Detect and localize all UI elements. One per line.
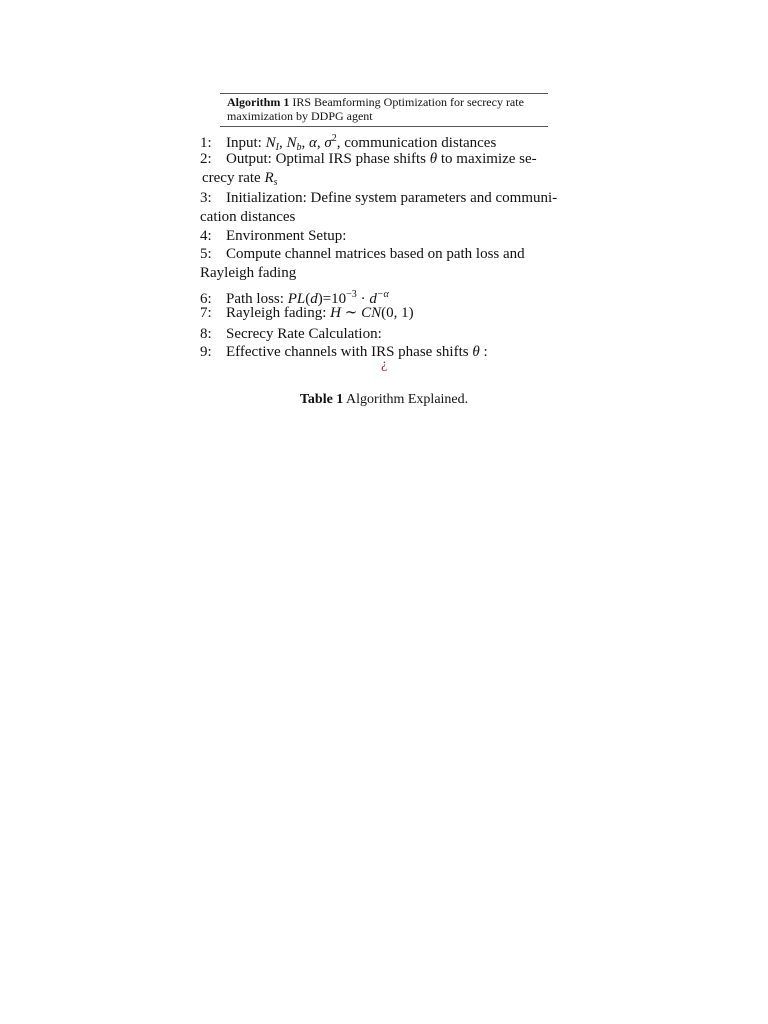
step-5 (200, 245, 580, 283)
subscript: s (273, 177, 278, 188)
step-9 (200, 343, 580, 362)
step-number: 5: (200, 246, 212, 262)
step-text: to maximize se- (440, 151, 537, 167)
step-number: 7: (200, 305, 212, 321)
step-number: 4: (200, 228, 212, 244)
symbol-d: d (369, 291, 377, 307)
stray-glyph: ¿ (381, 357, 388, 372)
step-text: Output: Optimal IRS phase shifts (226, 151, 426, 167)
subscript: I (275, 142, 279, 153)
step-number: 1: (200, 135, 212, 151)
algorithm-title-line2: maximization by DDPG agent (227, 109, 373, 123)
symbol-pl: PL (287, 291, 306, 307)
step-label: Path loss: (226, 291, 284, 307)
step-3 (200, 189, 580, 227)
step-label: Input: (226, 135, 262, 151)
step-text: Secrecy Rate Calculation: (226, 326, 382, 342)
step-text: crecy rate (202, 170, 261, 186)
step-text: Rayleigh fading (200, 265, 297, 281)
algorithm-label: Algorithm 1 (227, 95, 290, 109)
symbol-d: d (310, 291, 318, 307)
step-8 (200, 325, 580, 344)
superscript: −α (376, 289, 389, 300)
symbol-h: H (330, 305, 341, 321)
step-6: 6: Path loss: $PL(d)=10^{-3} \cdot d^{-\alpha}$ (200, 289, 389, 307)
operator: · (360, 291, 366, 307)
step-4 (200, 227, 580, 246)
table-caption (0, 392, 768, 408)
algorithm-title-line1: IRS Beamforming Optimization for secrecy rate (292, 95, 524, 109)
symbol-r: R (264, 170, 274, 186)
number: 10 (331, 291, 347, 307)
symbol-theta: θ (429, 151, 438, 167)
step-number: 6: (200, 291, 212, 307)
step-number: 9: (200, 344, 212, 360)
symbol-cn: CN (361, 305, 382, 321)
step-7 (200, 304, 580, 323)
symbol-theta: θ (472, 344, 480, 360)
arguments: (0, 1) (381, 305, 414, 321)
caption-label: Table 1 (299, 392, 344, 407)
step-number: 2: (200, 151, 212, 167)
algorithm-header (220, 93, 548, 127)
step-text: Effective channels with IRS phase shifts (226, 344, 469, 360)
step-number: 3: (200, 190, 212, 206)
symbol-sigma: σ (324, 135, 332, 151)
step-text: : (483, 344, 488, 360)
operator: ∼ (344, 305, 358, 321)
step-label: Rayleigh fading: (226, 305, 327, 321)
superscript: 2 (331, 133, 337, 144)
symbol-n: N (286, 135, 297, 151)
step-text: Initialization: Define system parameters and communi- (226, 190, 558, 206)
step-text: cation distances (200, 209, 296, 225)
step-1: 1: Input: $N_I$, $N_b$, α, $\sigma^2$, communication distances (200, 133, 497, 153)
step-number: 8: (200, 326, 212, 342)
step-text: , communication distances (336, 135, 497, 151)
step-text: Environment Setup: (226, 228, 347, 244)
step-2 (200, 150, 580, 192)
subscript: b (296, 142, 302, 153)
caption-text: Algorithm Explained. (346, 392, 469, 407)
superscript: −3 (346, 289, 357, 300)
symbol-alpha: α (308, 135, 317, 151)
step-text: Compute channel matrices based on path loss and (226, 246, 525, 262)
symbol-n: N (265, 135, 276, 151)
